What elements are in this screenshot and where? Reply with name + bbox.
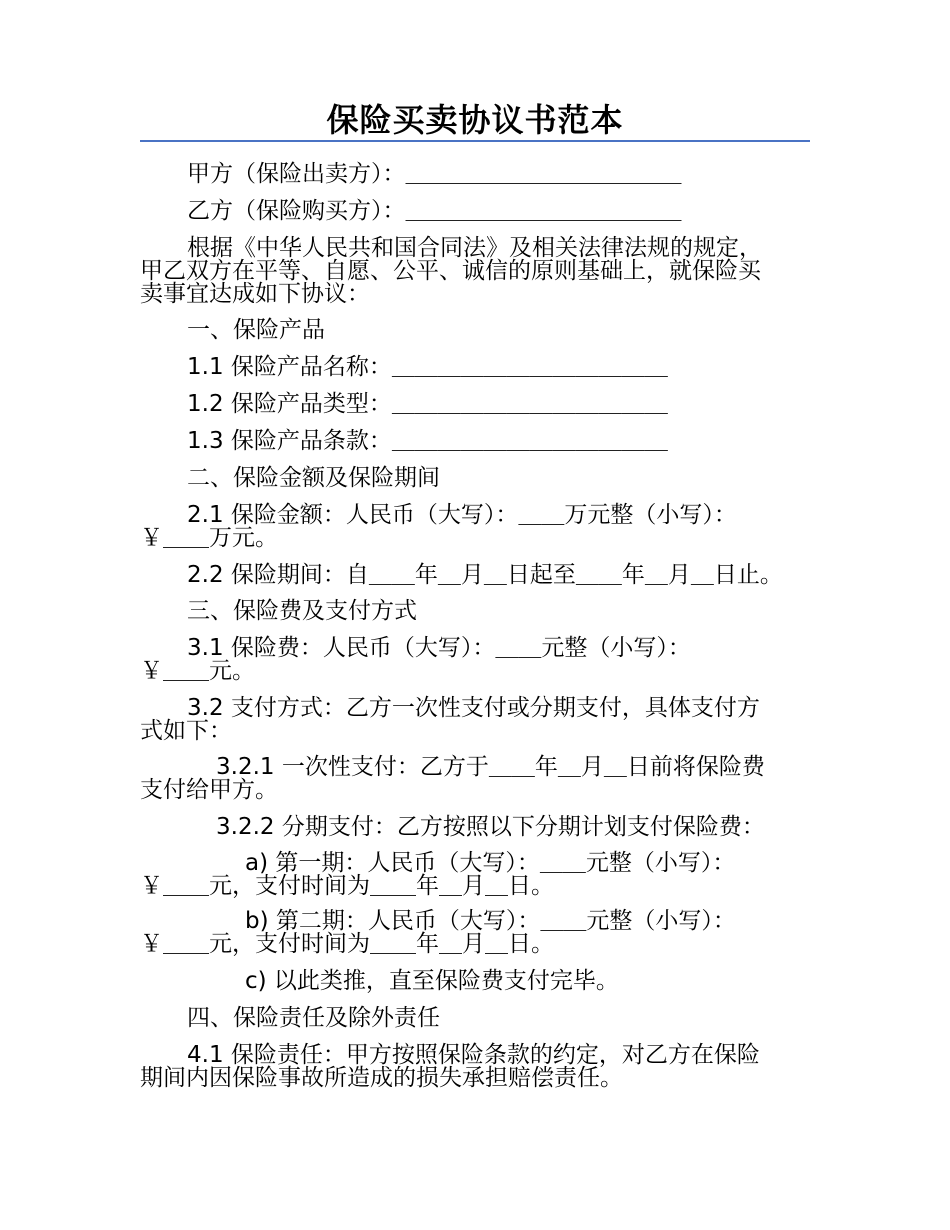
section3-heading: 三、保险费及支付方式 xyxy=(187,598,417,624)
section1-item-3: 1.3 保险产品条款：＿＿＿＿＿＿＿＿＿＿＿＿ xyxy=(187,428,668,454)
installment-second-line-2: ￥＿＿元，支付时间为＿＿年＿月＿日。 xyxy=(140,931,554,957)
intro-line-2: 甲乙双方在平等、自愿、公平、诚信的原则基础上，就保险买 xyxy=(140,258,761,284)
liability-line-1: 4.1 保险责任：甲方按照保险条款的约定，对乙方在保险 xyxy=(187,1042,760,1068)
installment-line: 3.2.2 分期支付：乙方按照以下分期计划支付保险费： xyxy=(216,814,765,840)
section4-heading: 四、保险责任及除外责任 xyxy=(187,1005,440,1031)
section1-item-2: 1.2 保险产品类型：＿＿＿＿＿＿＿＿＿＿＿＿ xyxy=(187,391,668,417)
installment-second-line-1: b) 第二期：人民币（大写）：＿＿元整（小写）： xyxy=(245,908,736,934)
insured-amount-line-1: 2.1 保险金额：人民币（大写）：＿＿万元整（小写）： xyxy=(187,502,737,528)
section1-heading: 一、保险产品 xyxy=(187,317,325,343)
payment-method-line-1: 3.2 支付方式：乙方一次性支付或分期支付，具体支付方 xyxy=(187,695,760,721)
liability-line-2: 期间内因保险事故所造成的损失承担赔偿责任。 xyxy=(140,1065,623,1091)
section1-item-1: 1.1 保险产品名称：＿＿＿＿＿＿＿＿＿＿＿＿ xyxy=(187,354,668,380)
installment-first-line-1: a) 第一期：人民币（大写）：＿＿元整（小写）： xyxy=(245,850,736,876)
payment-method-line-2: 式如下： xyxy=(140,718,232,744)
premium-line-1: 3.1 保险费：人民币（大写）：＿＿元整（小写）： xyxy=(187,635,691,661)
intro-line-3: 卖事宜达成如下协议： xyxy=(140,281,370,307)
lump-sum-line-1: 3.2.1 一次性支付：乙方于＿＿年＿月＿日前将保险费 xyxy=(216,754,765,780)
insured-amount-line-2: ￥＿＿万元。 xyxy=(140,525,278,551)
party-a-line: 甲方（保险出卖方）：＿＿＿＿＿＿＿＿＿＿＿＿ xyxy=(187,161,682,187)
title-underline xyxy=(140,140,810,142)
installment-first-line-2: ￥＿＿元，支付时间为＿＿年＿月＿日。 xyxy=(140,873,554,899)
insurance-period-line: 2.2 保险期间：自＿＿年＿月＿日起至＿＿年＿月＿日止。 xyxy=(187,562,783,588)
intro-line-1: 根据《中华人民共和国合同法》及相关法律法规的规定， xyxy=(187,235,762,261)
installment-etc-line: c) 以此类推，直至保险费支付完毕。 xyxy=(245,968,619,994)
document-title: 保险买卖协议书范本 xyxy=(326,101,624,139)
lump-sum-line-2: 支付给甲方。 xyxy=(140,777,278,803)
party-b-line: 乙方（保险购买方）：＿＿＿＿＿＿＿＿＿＿＿＿ xyxy=(187,198,682,224)
section2-heading: 二、保险金额及保险期间 xyxy=(187,465,440,491)
premium-line-2: ￥＿＿元。 xyxy=(140,658,255,684)
